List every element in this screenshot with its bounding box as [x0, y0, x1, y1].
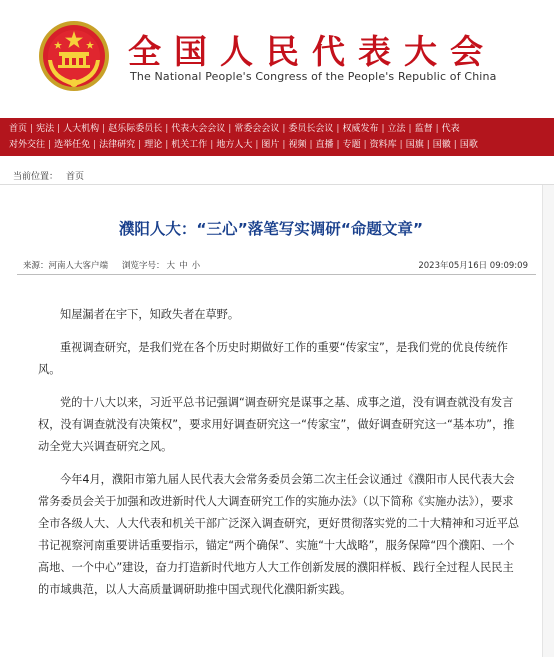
nav-item-national-emblem[interactable]: 国徽 — [432, 140, 451, 150]
nav-separator: | — [336, 140, 340, 150]
nav-item-national-flag[interactable]: 国旗 — [405, 140, 424, 150]
nav-item-deputies[interactable]: 代表 — [441, 124, 460, 134]
nav-separator: | — [426, 140, 430, 150]
article-title: 濮阳人大：“三心”落笔写实调研“命题文章” — [118, 220, 424, 238]
nav-separator: | — [309, 140, 313, 150]
nav-item-home[interactable]: 首页 — [9, 124, 28, 134]
nav-item-congress-sessions[interactable]: 代表大会会议 — [171, 124, 226, 134]
nav-item-topics[interactable]: 专题 — [342, 140, 361, 150]
nav-separator: | — [102, 124, 106, 134]
nav-separator: | — [255, 140, 259, 150]
nav-separator: | — [138, 140, 142, 150]
article-paragraph: 知屋漏者在宇下，知政失者在草野。 — [60, 308, 240, 321]
nav-item-releases[interactable]: 权威发布 — [342, 124, 379, 134]
nav-row-1 — [9, 123, 460, 135]
nav-separator: | — [210, 140, 214, 150]
site-title-en: The National People's Congress of the People's Republic of China — [130, 70, 497, 83]
nav-separator: | — [336, 124, 340, 134]
nav-item-constitution[interactable]: 宪法 — [36, 124, 55, 134]
nav-row-2 — [9, 139, 478, 151]
nav-item-foreign-exchanges[interactable]: 对外交往 — [9, 140, 46, 150]
breadcrumb — [13, 169, 84, 182]
breadcrumb-home-link[interactable]: 首页 — [66, 172, 85, 182]
nav-separator: | — [399, 140, 403, 150]
font-size-label: 浏览字号： — [122, 261, 165, 271]
article-paragraph: 党的十八大以来，习近平总书记强调“调查研究是谋事之基、成事之道，没有调查就没有发言权，没有调查就没有决策权”，要求用好调查研究这一“传家宝”，做好调查研究这一“基本功”，推动全党大兴调查研究之风。 — [38, 396, 515, 453]
font-size-small-button[interactable]: 小 — [191, 261, 201, 271]
breadcrumb-label: 当前位置： — [13, 172, 59, 182]
nav-separator: | — [165, 140, 169, 150]
site-header — [0, 0, 554, 118]
article-paragraph: 今年4月，濮阳市第九届人民代表大会常务委员会第二次主任会议通过《濮阳市人民代表大会常务委员会关于加强和改进新时代人大调查研究工作的实施办法》（以下简称《实施办法》），要求全市各级人大、人大代表和机关干部广泛深入调查研究，更好贯彻落实党的二十大精神和习近平总书记视察河南重要讲话重要指示，锚定“两个确保”、实施“十大战略”，服务保障“四个濮阳、一个高地、一个中心”建设，奋力打造新时代地方人大工作创新发展的濮阳样板、践行全过程人民民主的市域典范，以人大高质量调研助推中国式现代化濮阳新实践。 — [38, 473, 520, 596]
nav-separator: | — [282, 124, 286, 134]
nav-item-supervision[interactable]: 监督 — [414, 124, 433, 134]
nav-item-legislation[interactable]: 立法 — [387, 124, 406, 134]
nav-separator: | — [453, 140, 457, 150]
nav-item-chairman[interactable]: 赵乐际委员长 — [108, 124, 163, 134]
meta-divider — [17, 274, 536, 275]
nav-separator: | — [228, 124, 232, 134]
nav-separator: | — [93, 140, 97, 150]
font-size-medium-button[interactable]: 中 — [179, 261, 188, 271]
nav-item-organ-work[interactable]: 机关工作 — [171, 140, 208, 150]
nav-separator: | — [57, 124, 61, 134]
nav-separator: | — [165, 124, 169, 134]
national-emblem-icon[interactable] — [38, 20, 110, 92]
nav-item-live[interactable]: 直播 — [315, 140, 334, 150]
source-name: 河南人大客户端 — [48, 261, 109, 271]
source-label: 来源： — [23, 261, 49, 271]
nav-separator: | — [408, 124, 412, 134]
main-nav — [0, 118, 554, 156]
nav-separator: | — [435, 124, 439, 134]
nav-item-photos[interactable]: 图片 — [261, 140, 280, 150]
publish-datetime: 2023年05月16日 09:09:09 — [418, 261, 528, 271]
article-meta — [23, 259, 202, 271]
nav-item-database[interactable]: 资料库 — [369, 140, 397, 150]
nav-item-theory[interactable]: 理论 — [144, 140, 163, 150]
nav-item-legal-research[interactable]: 法律研究 — [99, 140, 136, 150]
nav-item-chairmen-meetings[interactable]: 委员长会议 — [288, 124, 334, 134]
nav-item-standing-committee-sessions[interactable]: 常委会会议 — [234, 124, 280, 134]
nav-item-local-congresses[interactable]: 地方人大 — [216, 140, 253, 150]
nav-item-national-anthem[interactable]: 国歌 — [459, 140, 478, 150]
nav-item-npc-organs[interactable]: 人大机构 — [63, 124, 100, 134]
site-title-cn[interactable]: 全国人民代表大会 — [128, 32, 496, 71]
nav-item-videos[interactable]: 视频 — [288, 140, 307, 150]
nav-item-elections[interactable]: 选举任免 — [54, 140, 91, 150]
nav-separator: | — [363, 140, 367, 150]
nav-separator: | — [381, 124, 385, 134]
font-size-large-button[interactable]: 大 — [166, 261, 176, 271]
article-body — [38, 304, 520, 612]
right-sidebar — [543, 185, 554, 657]
nav-separator: | — [282, 140, 286, 150]
nav-separator: | — [48, 140, 52, 150]
nav-separator: | — [30, 124, 34, 134]
article-paragraph: 重视调查研究，是我们党在各个历史时期做好工作的重要“传家宝”，是我们党的优良传统作风。 — [38, 341, 508, 376]
